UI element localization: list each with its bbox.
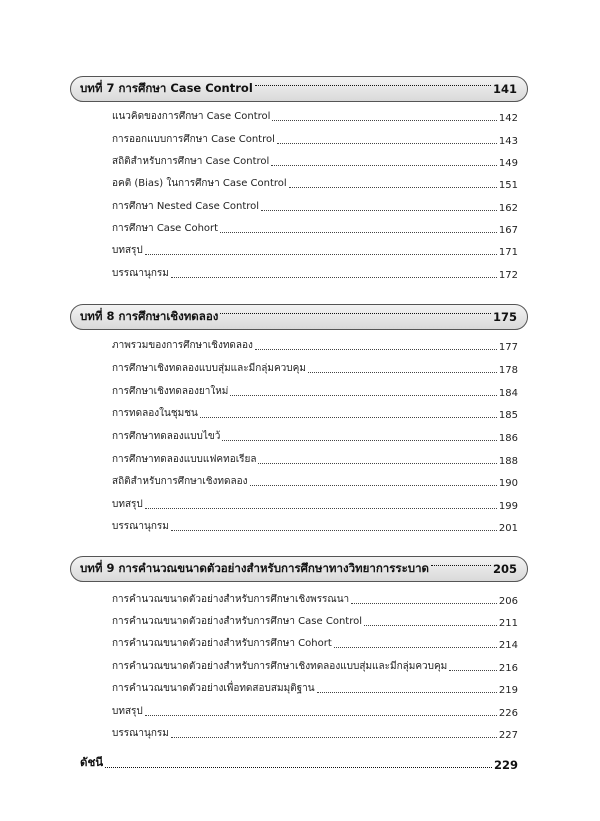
chapter-8-header[interactable] — [70, 304, 528, 330]
entry-label: การคำนวณขนาดตัวอย่างเพื่อทดสอบสมมุติฐาน — [112, 683, 315, 694]
entry-page: 190 — [498, 478, 518, 489]
entry-label: การศึกษา Nested Case Control — [112, 201, 260, 212]
entry-page: 172 — [498, 270, 518, 281]
toc-entry[interactable] — [112, 360, 518, 376]
dot-leader — [255, 85, 491, 86]
entry-label: การคำนวณขนาดตัวอย่างสำหรับการศึกษา Case Control — [112, 616, 362, 627]
entry-label: การศึกษาทดลองแบบไขว้ — [112, 431, 221, 442]
dot-leader — [145, 715, 497, 716]
chapter-page: 205 — [492, 562, 517, 576]
entry-label: ภาพรวมของการศึกษาเชิงทดลอง — [112, 340, 253, 351]
entry-label: การศึกษาเชิงทดลองยาใหม่ — [112, 386, 229, 397]
entry-page: 211 — [498, 618, 518, 629]
toc-entry[interactable] — [112, 518, 518, 534]
entry-label: สถิติสำหรับการศึกษา Case Control — [112, 156, 270, 167]
entry-label: บทสรุป — [112, 706, 143, 717]
dot-leader — [272, 120, 496, 121]
dot-leader — [364, 625, 497, 626]
toc-entry[interactable] — [112, 383, 518, 399]
dot-leader — [200, 417, 497, 418]
entry-page: 171 — [498, 247, 518, 258]
dot-leader — [255, 349, 497, 350]
toc-index-entry[interactable] — [80, 754, 518, 772]
dot-leader — [289, 187, 497, 188]
entry-page: 188 — [498, 456, 518, 467]
entry-label: การศึกษาเชิงทดลองแบบสุ่มและมีกลุ่มควบคุม — [112, 363, 306, 374]
chapter-7-header[interactable] — [70, 76, 528, 102]
entry-label: สถิติสำหรับการศึกษาเชิงทดลอง — [112, 476, 248, 487]
entry-page: 206 — [498, 596, 518, 607]
toc-entry[interactable] — [112, 496, 518, 512]
toc-entry[interactable] — [112, 337, 518, 353]
dot-leader — [261, 210, 497, 211]
entry-page: 178 — [498, 365, 518, 376]
dot-leader — [145, 508, 497, 509]
entry-page: 177 — [498, 342, 518, 353]
dot-leader — [171, 530, 497, 531]
entry-page: 143 — [498, 136, 518, 147]
chapter-title: บทที่ 9 การคำนวณขนาดตัวอย่างสำหรับการศึกษาทางวิทยาการระบาด — [80, 561, 429, 575]
dot-leader — [171, 737, 497, 738]
entry-label: แนวคิดของการศึกษา Case Control — [112, 111, 271, 122]
dot-leader — [105, 767, 492, 768]
toc-entry[interactable] — [112, 635, 518, 651]
toc-entry[interactable] — [112, 175, 518, 191]
toc-entry[interactable] — [112, 108, 518, 124]
entry-page: 214 — [498, 640, 518, 651]
entry-label: อคติ (Bias) ในการศึกษา Case Control — [112, 178, 287, 189]
entry-page: 199 — [498, 501, 518, 512]
entry-page: 162 — [498, 203, 518, 214]
entry-page: 184 — [498, 388, 518, 399]
toc-entry[interactable] — [112, 703, 518, 719]
toc-entry[interactable] — [112, 451, 518, 467]
dot-leader — [317, 692, 497, 693]
toc-entry[interactable] — [112, 591, 518, 607]
entry-label: บทสรุป — [112, 245, 143, 256]
chapter-title: บทที่ 7 การศึกษา Case Control — [80, 81, 253, 95]
chapter-9-header[interactable] — [70, 556, 528, 582]
toc-entry[interactable] — [112, 658, 518, 674]
toc-entry[interactable] — [112, 613, 518, 629]
dot-leader — [220, 232, 497, 233]
toc-entry[interactable] — [112, 265, 518, 281]
toc-entry[interactable] — [112, 680, 518, 696]
dot-leader — [220, 313, 491, 314]
entry-page: 186 — [498, 433, 518, 444]
toc-entry[interactable] — [112, 405, 518, 421]
dot-leader — [171, 277, 497, 278]
dot-leader — [222, 440, 497, 441]
entry-label: บทสรุป — [112, 499, 143, 510]
dot-leader — [250, 485, 497, 486]
dot-leader — [449, 670, 497, 671]
dot-leader — [308, 372, 497, 373]
entry-page: 149 — [498, 158, 518, 169]
entry-label: การออกแบบการศึกษา Case Control — [112, 134, 275, 145]
toc-entry[interactable] — [112, 725, 518, 741]
entry-label: บรรณานุกรม — [112, 728, 169, 739]
chapter-page: 141 — [492, 82, 517, 96]
entry-page: 142 — [498, 113, 518, 124]
dot-leader — [271, 165, 497, 166]
chapter-title: บทที่ 8 การศึกษาเชิงทดลอง — [80, 309, 219, 323]
entry-page: 226 — [498, 708, 518, 719]
toc-entry[interactable] — [112, 198, 518, 214]
dot-leader — [258, 463, 496, 464]
toc-entry[interactable] — [112, 428, 518, 444]
entry-label: การศึกษาทดลองแบบแฟคทอเรียล — [112, 454, 257, 465]
dot-leader — [277, 143, 497, 144]
entry-label: การศึกษา Case Cohort — [112, 223, 219, 234]
toc-entry[interactable] — [112, 131, 518, 147]
dot-leader — [230, 395, 497, 396]
entry-page: 201 — [498, 523, 518, 534]
entry-page: 167 — [498, 225, 518, 236]
toc-entry[interactable] — [112, 153, 518, 169]
entry-label: การทดลองในชุมชน — [112, 408, 198, 419]
entry-page: 185 — [498, 410, 518, 421]
entry-page: 151 — [498, 180, 518, 191]
dot-leader — [431, 565, 491, 566]
dot-leader — [145, 254, 497, 255]
entry-label: บรรณานุกรม — [112, 521, 169, 532]
entry-label: บรรณานุกรม — [112, 268, 169, 279]
toc-entry[interactable] — [112, 220, 518, 236]
chapter-page: 175 — [492, 310, 517, 324]
toc-entry[interactable] — [112, 473, 518, 489]
entry-label: การคำนวณขนาดตัวอย่างสำหรับการศึกษาเชิงทดลองแบบสุ่มและมีกลุ่มควบคุม — [112, 661, 448, 672]
entry-page: 216 — [498, 663, 518, 674]
dot-leader — [351, 603, 497, 604]
entry-label: การคำนวณขนาดตัวอย่างสำหรับการศึกษา Cohort — [112, 638, 332, 649]
entry-page: 227 — [498, 730, 518, 741]
dot-leader — [334, 647, 497, 648]
entry-page: 219 — [498, 685, 518, 696]
entry-label: การคำนวณขนาดตัวอย่างสำหรับการศึกษาเชิงพรรณนา — [112, 594, 350, 605]
index-label: ดัชนี — [80, 755, 104, 769]
toc-entry[interactable] — [112, 242, 518, 258]
index-page: 229 — [493, 758, 518, 772]
